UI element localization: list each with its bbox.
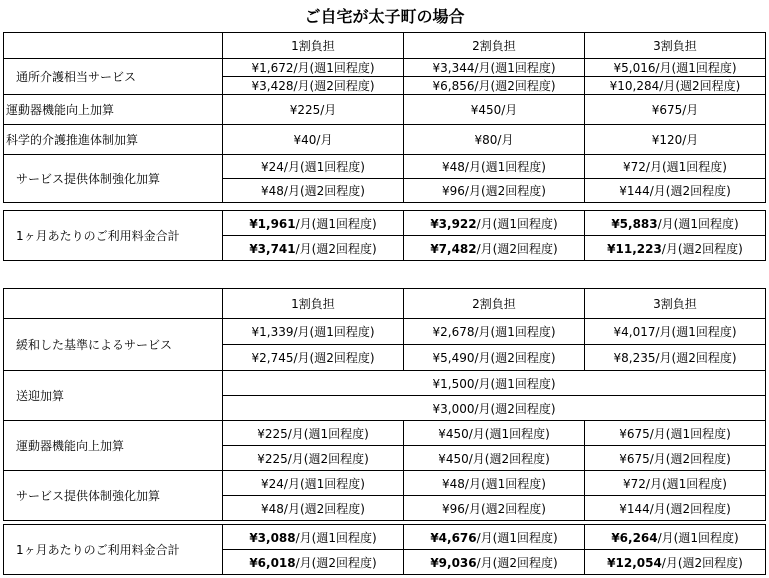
row-label: 通所介護相当サービス [4, 59, 223, 95]
table-row [4, 319, 766, 345]
total-suffix: /月(週2回程度) [661, 555, 743, 570]
fee-cell: ¥40/月 [223, 125, 404, 155]
total-amount: ¥6,264 [611, 530, 658, 545]
fee-cell: ¥24/月(週1回程度) [223, 471, 404, 496]
total-amount: ¥3,088 [249, 530, 296, 545]
total-amount: ¥6,018 [249, 555, 296, 570]
table-row [4, 125, 766, 155]
total-amount: ¥5,883 [611, 216, 658, 231]
header-row [4, 33, 766, 59]
fee-cell: ¥144/月(週2回程度) [585, 496, 766, 521]
header-3wari: 3割負担 [585, 33, 766, 59]
fee-cell: ¥675/月(週1回程度) [585, 421, 766, 446]
total-amount: ¥3,741 [249, 241, 296, 256]
total-amount: ¥7,482 [430, 241, 477, 256]
header-3wari: 3割負担 [585, 289, 766, 319]
fee-cell: ¥48/月(週2回程度) [223, 496, 404, 521]
total-cell [223, 550, 404, 575]
fee-cell: ¥6,856/月(週2回程度) [404, 77, 585, 95]
total-amount: ¥12,054 [607, 555, 662, 570]
fee-cell: ¥48/月(週1回程度) [404, 471, 585, 496]
row-label: サービス提供体制強化加算 [4, 471, 223, 521]
total-suffix: /月(週1回程度) [295, 530, 377, 545]
fee-cell: ¥120/月 [585, 125, 766, 155]
fee-cell: ¥144/月(週2回程度) [585, 179, 766, 203]
header-row [4, 289, 766, 319]
fee-table-2 [3, 288, 766, 521]
row-label: 送迎加算 [4, 371, 223, 421]
table-row [4, 421, 766, 446]
total-cell [223, 236, 404, 261]
total-suffix: /月(週1回程度) [657, 530, 739, 545]
fee-cell: ¥5,016/月(週1回程度) [585, 59, 766, 77]
fee-cell: ¥225/月(週1回程度) [223, 421, 404, 446]
corner-cell [4, 33, 223, 59]
total-amount: ¥3,922 [430, 216, 477, 231]
fee-cell: ¥225/月 [223, 95, 404, 125]
fee-table-1 [3, 32, 766, 203]
table-row [4, 95, 766, 125]
total-suffix: /月(週2回程度) [476, 555, 558, 570]
total-cell [404, 211, 585, 236]
fee-cell: ¥675/月(週2回程度) [585, 446, 766, 471]
fee-cell: ¥450/月 [404, 95, 585, 125]
total-suffix: /月(週2回程度) [295, 555, 377, 570]
row-label: 緩和した基準によるサービス [4, 319, 223, 371]
fee-cell: ¥1,672/月(週1回程度) [223, 59, 404, 77]
total-suffix: /月(週2回程度) [295, 241, 377, 256]
total-cell [585, 550, 766, 575]
total-cell [223, 525, 404, 550]
fee-cell: ¥96/月(週2回程度) [404, 496, 585, 521]
fee-cell: ¥5,490/月(週2回程度) [404, 345, 585, 371]
total-label: 1ヶ月あたりのご利用料金合計 [4, 525, 223, 575]
fee-cell: ¥48/月(週2回程度) [223, 179, 404, 203]
fee-cell: ¥3,428/月(週2回程度) [223, 77, 404, 95]
total-suffix: /月(週2回程度) [661, 241, 743, 256]
total-row [4, 211, 766, 236]
header-1wari: 1割負担 [223, 33, 404, 59]
fee-cell: ¥72/月(週1回程度) [585, 471, 766, 496]
total-cell [404, 236, 585, 261]
fee-cell-merged: ¥3,000/月(週2回程度) [223, 396, 766, 421]
fee-cell: ¥675/月 [585, 95, 766, 125]
total-cell [585, 211, 766, 236]
table-row [4, 471, 766, 496]
total-suffix: /月(週1回程度) [295, 216, 377, 231]
total-suffix: /月(週1回程度) [476, 530, 558, 545]
fee-cell: ¥4,017/月(週1回程度) [585, 319, 766, 345]
total-cell [223, 211, 404, 236]
fee-cell: ¥2,678/月(週1回程度) [404, 319, 585, 345]
total-cell [585, 236, 766, 261]
fee-cell: ¥2,745/月(週2回程度) [223, 345, 404, 371]
total-row [4, 525, 766, 550]
header-2wari: 2割負担 [404, 289, 585, 319]
total-table-1 [3, 210, 766, 261]
fee-cell: ¥3,344/月(週1回程度) [404, 59, 585, 77]
fee-cell: ¥96/月(週2回程度) [404, 179, 585, 203]
fee-cell: ¥10,284/月(週2回程度) [585, 77, 766, 95]
page-title: ご自宅が太子町の場合 [304, 7, 465, 26]
row-label: サービス提供体制強化加算 [4, 155, 223, 203]
fee-cell: ¥48/月(週1回程度) [404, 155, 585, 179]
header-2wari: 2割負担 [404, 33, 585, 59]
fee-cell: ¥225/月(週2回程度) [223, 446, 404, 471]
total-cell [404, 525, 585, 550]
fee-cell: ¥80/月 [404, 125, 585, 155]
total-label: 1ヶ月あたりのご利用料金合計 [4, 211, 223, 261]
fee-cell: ¥1,339/月(週1回程度) [223, 319, 404, 345]
total-cell [585, 525, 766, 550]
row-label: 科学的介護推進体制加算 [4, 125, 223, 155]
table-row [4, 155, 766, 179]
row-label: 運動器機能向上加算 [4, 95, 223, 125]
total-amount: ¥1,961 [249, 216, 296, 231]
total-suffix: /月(週1回程度) [657, 216, 739, 231]
fee-cell: ¥450/月(週2回程度) [404, 446, 585, 471]
total-table-2 [3, 524, 766, 575]
fee-cell: ¥72/月(週1回程度) [585, 155, 766, 179]
fee-cell: ¥8,235/月(週2回程度) [585, 345, 766, 371]
fee-cell-merged: ¥1,500/月(週1回程度) [223, 371, 766, 396]
total-suffix: /月(週1回程度) [476, 216, 558, 231]
row-label: 運動器機能向上加算 [4, 421, 223, 471]
total-cell [404, 550, 585, 575]
total-amount: ¥11,223 [607, 241, 662, 256]
table-row [4, 59, 766, 77]
corner-cell [4, 289, 223, 319]
fee-cell: ¥24/月(週1回程度) [223, 155, 404, 179]
table-row [4, 371, 766, 396]
header-1wari: 1割負担 [223, 289, 404, 319]
total-amount: ¥4,676 [430, 530, 477, 545]
total-suffix: /月(週2回程度) [476, 241, 558, 256]
fee-cell: ¥450/月(週1回程度) [404, 421, 585, 446]
total-amount: ¥9,036 [430, 555, 477, 570]
